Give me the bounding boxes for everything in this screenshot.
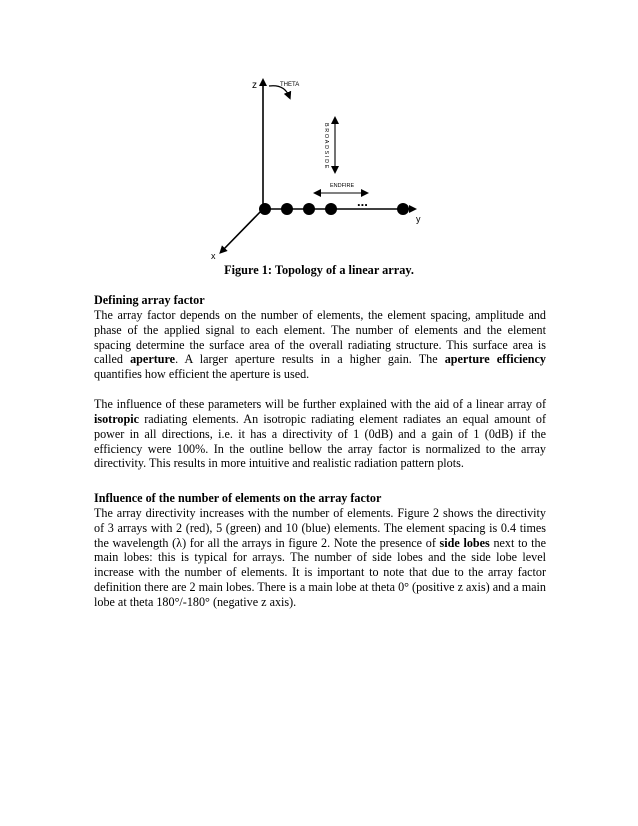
z-axis-label: z (252, 80, 257, 91)
x-axis-label: x (211, 251, 216, 261)
figure-caption: Figure 1: Topology of a linear array. (224, 263, 414, 277)
array-element (325, 203, 337, 215)
paragraph-text: next to the main lobes: this is typical for arrays. The number of side lobes and the side lobe level increase with the number of elements. It is important to note that due to the array factor definition there are 2 main lobes. There is a main lobe at theta 0° (positive z axis) and a main lobe at theta 180°/-180° (negative z axis). (94, 535, 546, 609)
paragraph-text: The influence of these parameters will be further explained with the aid of a linear array of (94, 397, 546, 411)
section-heading: Defining array factor (94, 293, 205, 307)
array-element (259, 203, 271, 215)
y-axis-label: y (416, 214, 421, 224)
broadside-label: BROADSIDE (323, 123, 329, 171)
paragraph-text: quantifies how efficient the aperture is used. (94, 367, 310, 382)
x-axis (222, 209, 263, 251)
bold-term: aperture (130, 352, 176, 367)
paragraph-text: The array directivity increases with the number of elements. Figure 2 shows the directivity of 3 arrays with 2 (red), 5 (green) and 10 (blue) elements. The element spacing is 0.4 times the wavelength (λ) for all the arrays in figure 2. Note the presence of (94, 505, 546, 550)
section-heading: Influence of the number of elements on the array factor (94, 491, 382, 505)
section-isotropic-paragraph (94, 397, 546, 471)
bold-term: side lobes (439, 535, 490, 550)
section-number-of-elements (94, 491, 546, 610)
paragraph-text: . A larger aperture results in a higher gain. The (175, 352, 445, 367)
section-defining-array-factor (94, 293, 546, 382)
ellipsis: ... (357, 194, 368, 209)
array-element (303, 203, 315, 215)
array-element (397, 203, 409, 215)
array-element (281, 203, 293, 215)
theta-label: THETA (280, 82, 300, 88)
paragraph-text: The array factor depends on the number of elements, the element spacing, amplitude and phase of the applied signal to each element. The number of elements and the element spacing determine the surface area of the overall radiating structure. This surface area is called (94, 307, 546, 367)
bold-term: aperture efficiency (444, 352, 546, 367)
endfire-label: ENDFIRE (330, 183, 355, 189)
bold-term: isotropic (94, 411, 139, 426)
linear-array-figure (0, 0, 638, 270)
paragraph-text: radiating elements. An isotropic radiating element radiates an equal amount of power in all directions, i.e. it has a directivity of 1 (0dB) and a gain of 1 (0dB) if the efficiency were 100%. In the outline bellow the array factor is normalized to the array directivity. This results in more intuitive and realistic radiation pattern plots. (94, 411, 546, 471)
